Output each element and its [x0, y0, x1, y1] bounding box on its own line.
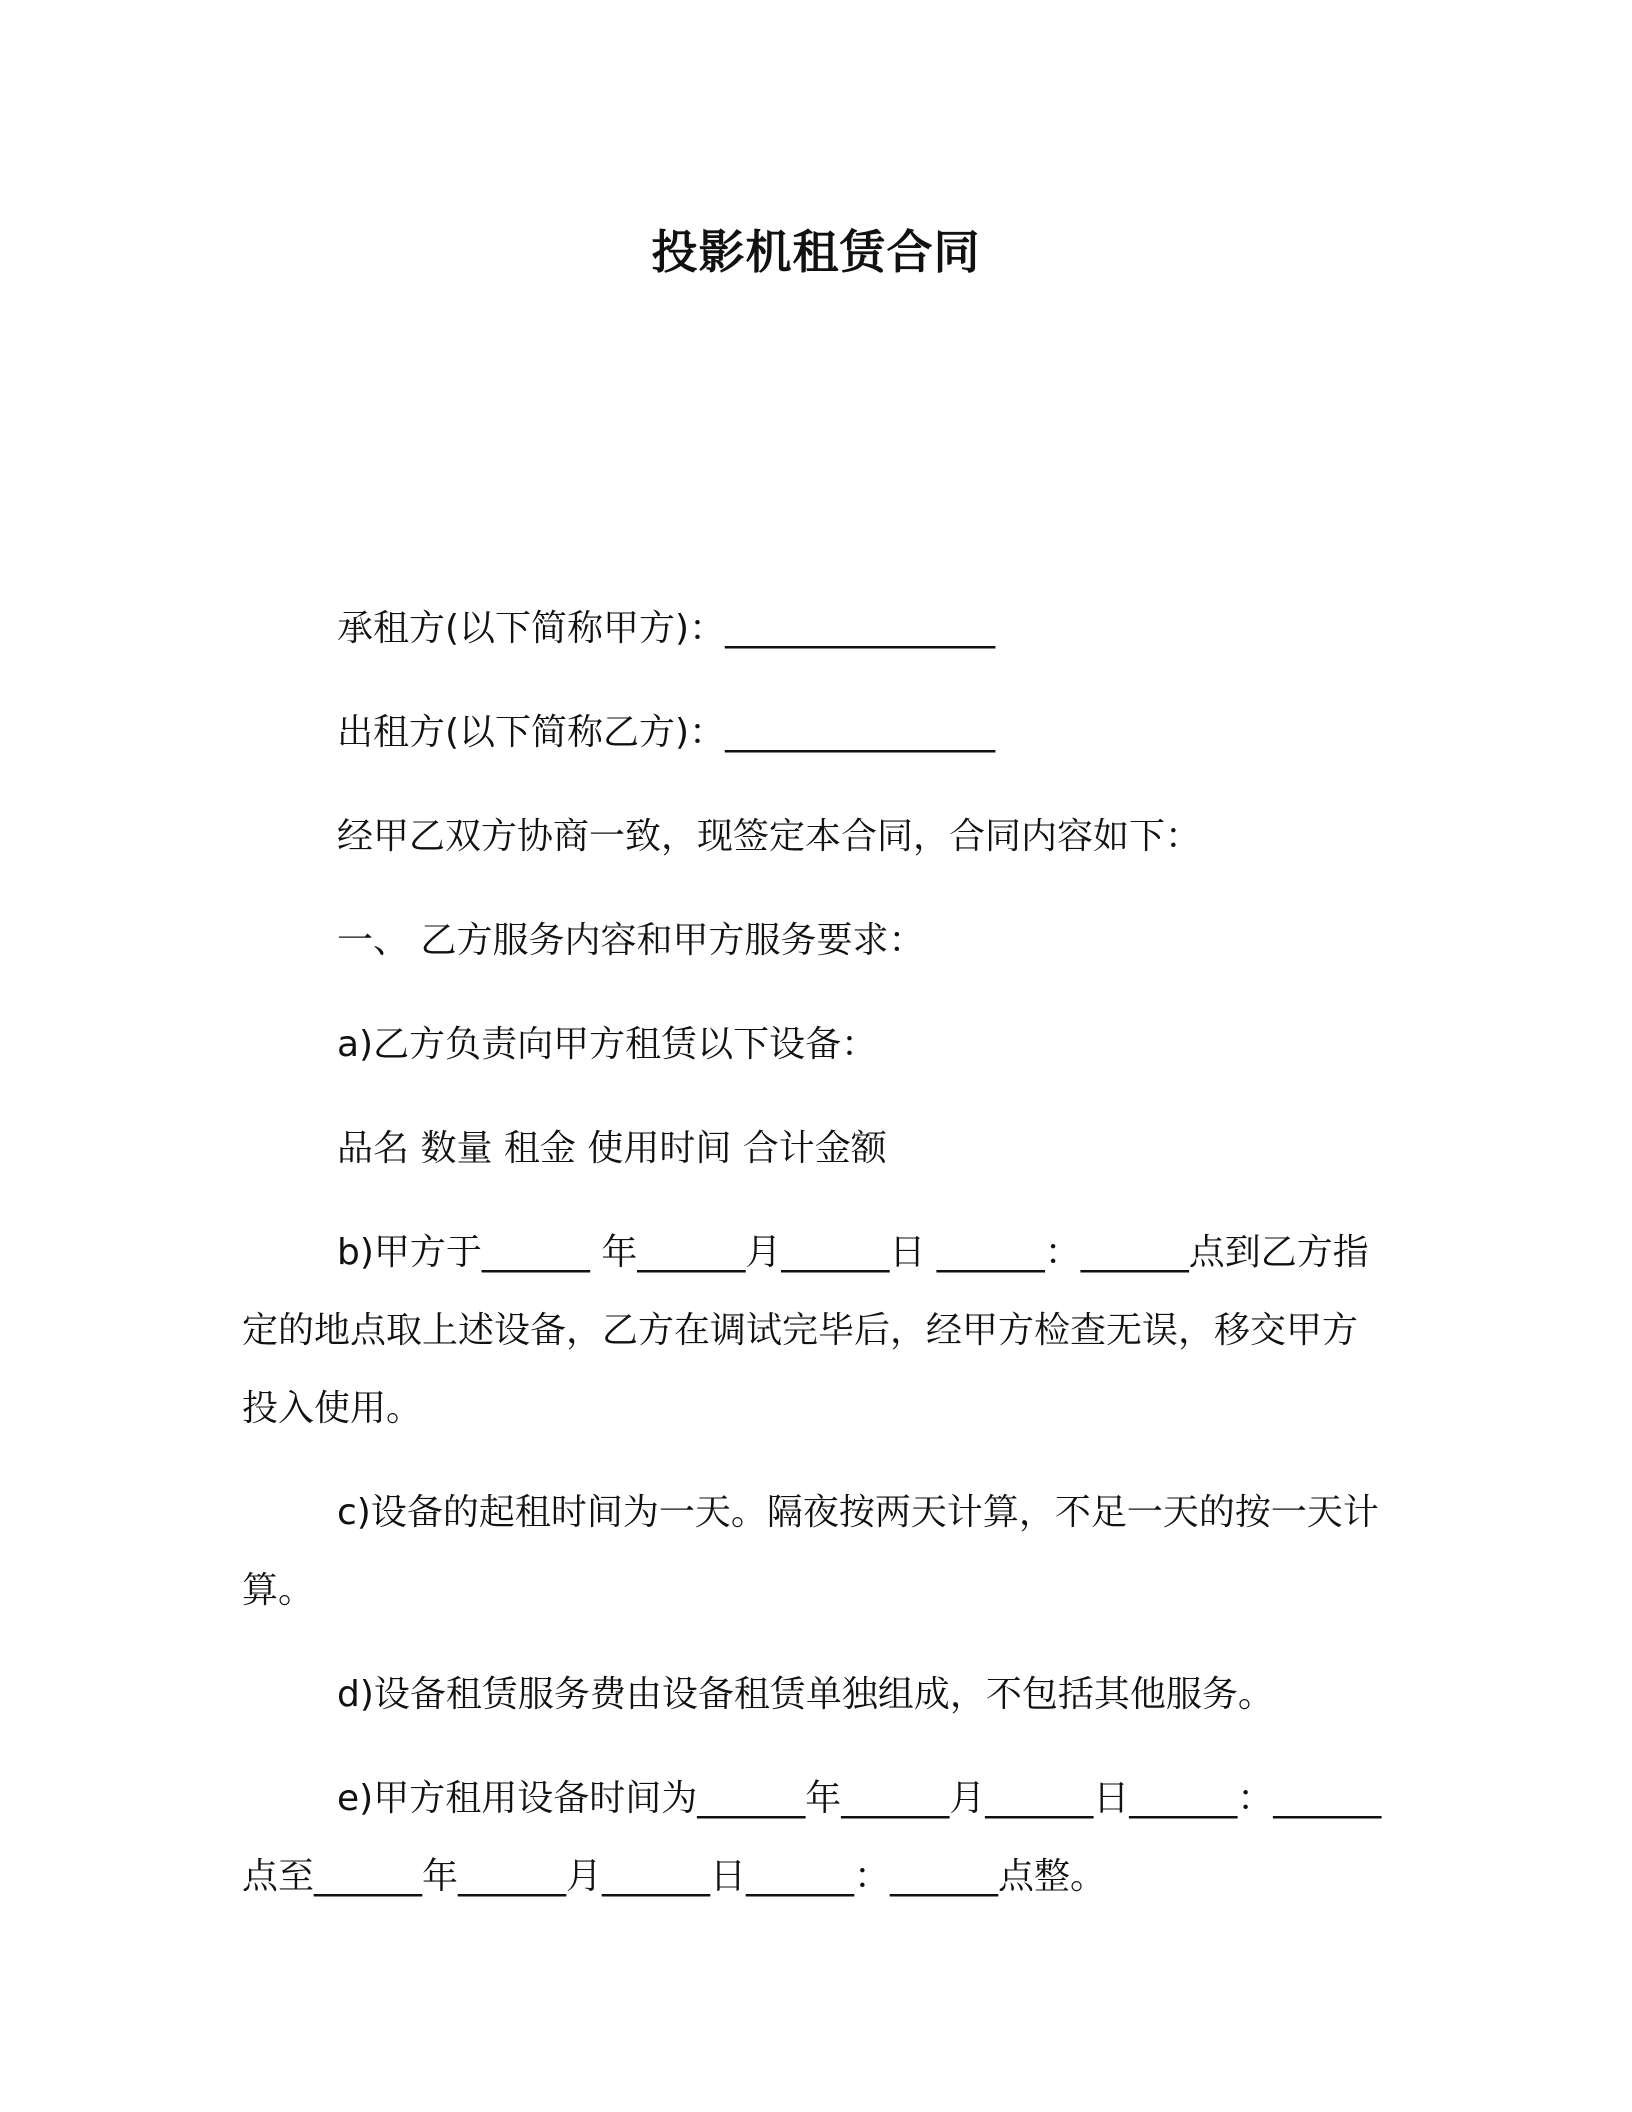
- paragraph-agreement: 经甲乙双方协商一致，现签定本合同，合同内容如下：: [337, 816, 1202, 857]
- clause-c: c)设备的起租时间为一天。隔夜按两天计算，不足一天的按一天计算。: [242, 1492, 1379, 1611]
- clause-e: e)甲方租用设备时间为______年______月______日______：______点至______年______月______日______：______点整。: [242, 1778, 1382, 1897]
- document-title: 投影机租赁合同: [651, 225, 981, 279]
- clause-a: a)乙方负责向甲方租赁以下设备：: [337, 1024, 878, 1065]
- clause-d: d)设备租赁服务费由设备租赁单独组成，不包括其他服务。: [337, 1674, 1274, 1715]
- equipment-table-header: 品名 数量 租金 使用时间 合计金额: [337, 1128, 887, 1169]
- document-body: [242, 590, 1392, 1942]
- paragraph-lessor: 出租方(以下简称乙方)：_______________: [337, 712, 996, 753]
- section-heading-1: 一、 乙方服务内容和甲方服务要求：: [337, 920, 925, 961]
- clause-b: b)甲方于______ 年______月______日 ______：______点到乙方指定的地点取上述设备，乙方在调试完毕后，经甲方检查无误，移交甲方投入使用。: [242, 1232, 1369, 1429]
- paragraph-lessee: 承租方(以下简称甲方)：_______________: [337, 608, 996, 649]
